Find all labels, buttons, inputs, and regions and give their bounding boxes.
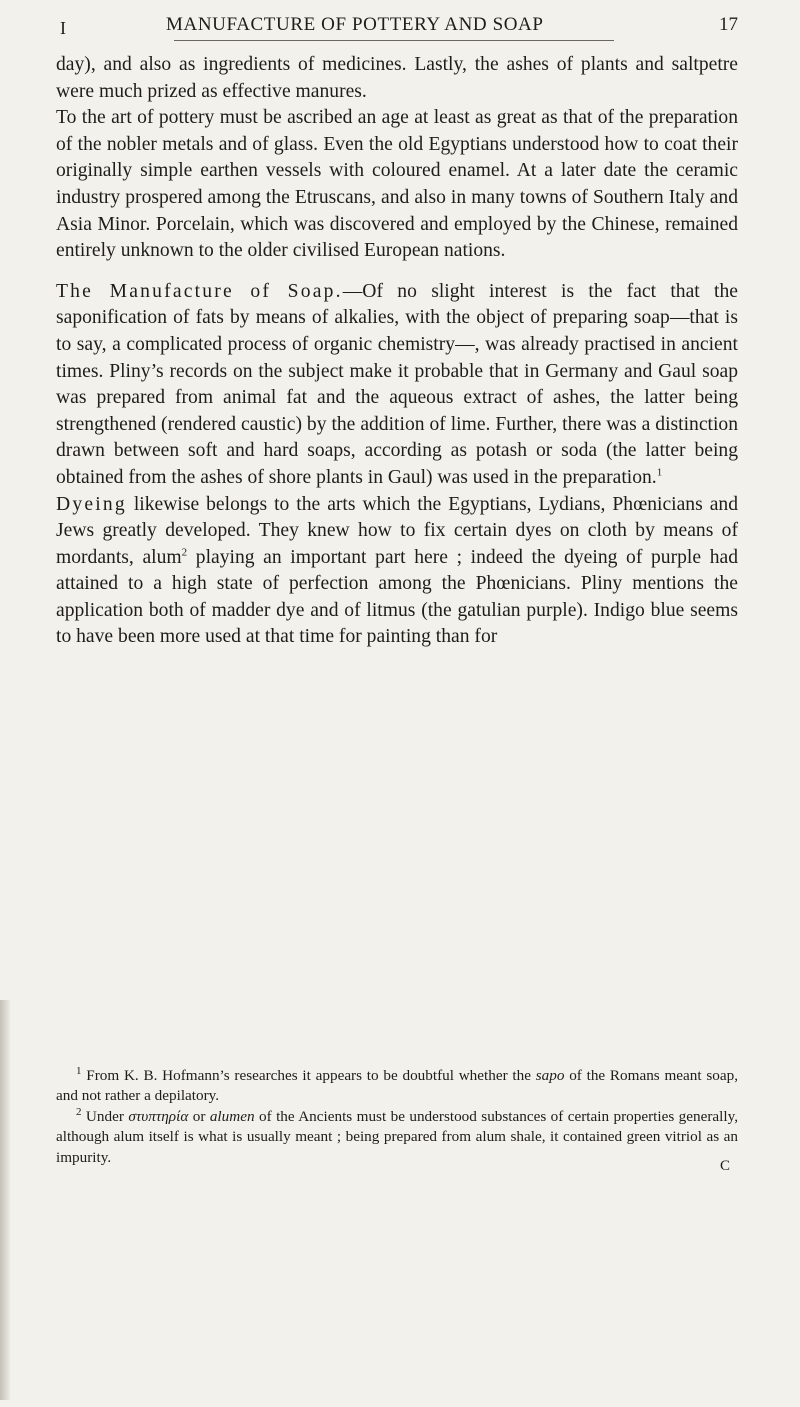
footnote-1-number: 1: [76, 1064, 82, 1077]
footnote-2-text-a: Under: [81, 1107, 129, 1125]
footnote-2-number: 2: [76, 1105, 82, 1118]
dyeing-text-a: likewise belongs to the arts which the Egyptians, Lydians, Phœnicians and Jews greatly developed. They knew how to fix certain dyes on cloth by means of mordants, alum: [56, 493, 738, 568]
running-title: MANUFACTURE OF POTTERY AND SOAP: [166, 14, 544, 35]
main-text: [56, 52, 738, 651]
chapter-number: I: [60, 18, 66, 38]
footnote-1-text-a: From K. B. Hofmann’s researches it appears to be doubtful whether the: [81, 1067, 536, 1084]
footnote-2-text-c: of the Ancients must be understood substances of certain properties generally, although alum itself is what is usually meant ; being prepared from alum shale, it contained green vitriol as an impurity.: [56, 1107, 738, 1166]
footnote-ref-2[interactable]: 2: [181, 546, 188, 559]
footnote-1: [56, 1066, 738, 1107]
dyeing-text-b: playing an important part here ; indeed the dyeing of purple had attained to a high state of perfection among the Phœnicians. Pliny mentions the application both of madder dye and of litmus (the gatulian purple). Indigo blue seems to have been more used at that time for painting than for: [56, 546, 738, 648]
footnote-1-text-b: of the Romans meant soap, and not rather a depilatory.: [56, 1067, 738, 1105]
footnote-ref-1[interactable]: 1: [656, 466, 663, 479]
section-lead-dyeing: Dyeing: [56, 493, 127, 515]
footnote-2: [56, 1107, 738, 1168]
paragraph-pottery: To the art of pottery must be ascribed an age at least as great as that of the preparation of the nobler metals and of glass. Even the old Egyptians understood how to coat their originally simple earthen vessels with coloured enamel. At a later date the ceramic industry prospered among the Etruscans, and also in many towns of Southern Italy and Asia Minor. Porcelain, which was discovered and employed by the Chinese, remained entirely unknown to the older civilised European nations.: [56, 107, 738, 262]
signature-mark: C: [720, 1158, 731, 1174]
header-rule: [174, 40, 614, 41]
footnotes: [56, 1066, 738, 1168]
page-edge-shadow: [0, 1000, 10, 1400]
paragraph-soap: [56, 279, 738, 492]
paragraph-continuation: day), and also as ingredients of medicines. Lastly, the ashes of plants and saltpetre were much prized as effective manures.: [56, 54, 738, 102]
footnote-2-text-b: or: [188, 1107, 210, 1125]
paragraph-dyeing: [56, 492, 738, 652]
footnote-1-italic: sapo: [535, 1067, 565, 1084]
soap-text: —Of no slight interest is the fact that the saponification of fats by means of alkalies, with the object of preparing soap—that is to say, a complicated process of organic chemistry—, was already practised in ancient times. Pliny’s records on the subject make it probable that in Germany and Gaul soap was prepared from animal fat and the aqueous extract of ashes, the latter being strengthened (rendered caustic) by the addition of lime. Further, there was a distinction drawn between soft and hard soaps, according as potash or soda (the latter being obtained from the ashes of shore plants in Gaul) was used in the preparation.: [56, 280, 738, 488]
footnote-2-greek: στυπτηρία: [128, 1107, 189, 1125]
page-number: 17: [719, 14, 738, 35]
section-lead-soap: The Manufacture of Soap.: [56, 280, 343, 302]
footnote-2-italic: alumen: [209, 1107, 255, 1125]
